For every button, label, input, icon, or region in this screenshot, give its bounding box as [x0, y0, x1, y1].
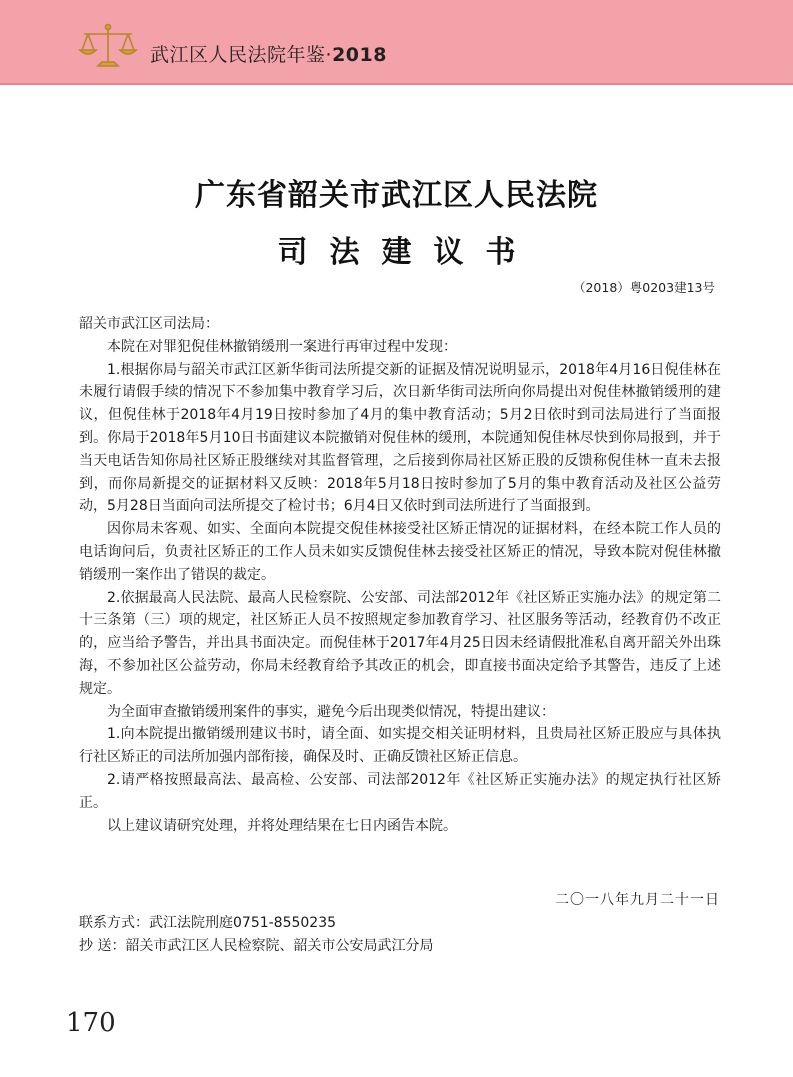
letter-body: [79, 313, 721, 837]
paragraph: 以上建议请研究处理，并将处理结果在七日内函告本院。: [107, 817, 457, 834]
addressee: 韶关市武江区司法局：: [79, 316, 219, 332]
cc-recipients: 抄 送：韶关市武江区人民检察院、韶关市公安局武江分局: [79, 938, 434, 954]
yearbook-title: 武江区人民法院年鉴·2018: [150, 44, 387, 66]
issue-date: 二〇一八年九月二十一日: [555, 892, 720, 908]
page-header-band: [0, 0, 793, 83]
page-number: 170: [66, 1008, 116, 1038]
scales-of-justice-icon: [78, 22, 138, 72]
paragraph: 2.请严格按照最高法、最高检、公安部、司法部2012年《社区矫正实施办法》的规定执行社区矫正。: [79, 771, 721, 811]
paragraph: 2.依据最高人民法院、最高人民检察院、公安部、司法部2012年《社区矫正实施办法》的规定第二十三条第（三）项的规定，社区矫正人员不按照规定参加教育学习、社区服务等活动，经教育仍不改正的，应当给予警告，并出具书面决定。而倪佳林于2017年4月25日因未经请假批准私自离开韶关外出珠海，不参加社区公益劳动，你局未经教育给予其改正的机会，即直接书面决定给予其警告，违反了上述规定。: [79, 589, 721, 697]
court-name-title: 广东省韶关市武江区人民法院: [195, 178, 598, 213]
document-number: （2018）粤0203建13号: [572, 280, 715, 295]
paragraph: 1.向本院提出撤销缓刑建议书时，请全面、如实提交相关证明材料，且贵局社区矫正股应与具体执行社区矫正的司法所加强内部衔接，确保及时、正确反馈社区矫正信息。: [79, 726, 721, 766]
paragraph: 本院在对罪犯倪佳林撤销缓刑一案进行再审过程中发现：: [107, 338, 457, 355]
paragraph: 1.根据你局与韶关市武江区新华街司法所提交新的证据及情况说明显示，2018年4月16日倪佳林在未履行请假手续的情况下不参加集中教育学习后，次日新华街司法所向你局提出对倪佳林撤销缓刑的建议，但倪佳林于2018年4月19日按时参加了4月的集中教育活动；5月2日依时到司法局进行了当面报到。你局于2018年5月10日书面建议本院撤销对倪佳林的缓刑，本院通知倪佳林尽快到你局报到，并于当天电话告知你局社区矫正股继续对其监督管理，之后接到你局社区矫正股的反馈称倪佳林一直未去报到，而你局新提交的证据材料又反映：2018年5月18日按时参加了5月的集中教育活动及社区公益劳动，5月28日当面向司法所提交了检讨书；6月4日又依时到司法所进行了当面报到。: [79, 361, 721, 515]
header-divider: [0, 83, 793, 85]
document-type-title: 司法建议书: [277, 235, 538, 270]
paragraph: 因你局未客观、如实、全面向本院提交倪佳林接受社区矫正情况的证据材料，在经本院工作人员的电话询问后，负责社区矫正的工作人员未如实反馈倪佳林去接受社区矫正的情况，导致本院对倪佳林撤销缓刑一案作出了错误的裁定。: [79, 521, 721, 583]
paragraph: 为全面审查撤销缓刑案件的事实，避免今后出现类似情况，特提出建议：: [107, 703, 555, 720]
contact-info: 联系方式：武江法院刑庭0751-8550235: [79, 915, 337, 931]
